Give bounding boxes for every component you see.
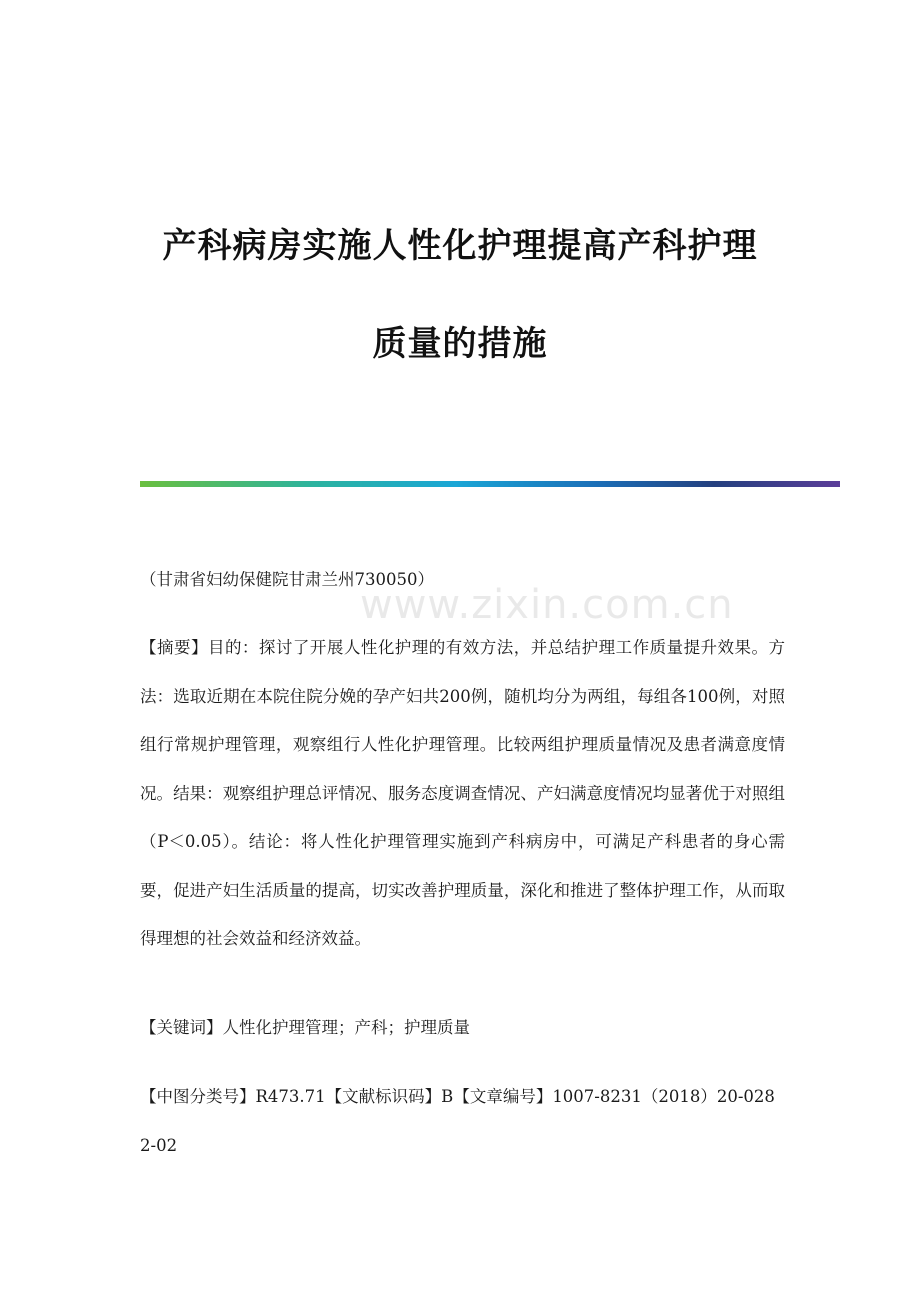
doc-code-value: B (441, 1087, 454, 1106)
abstract-paragraph (140, 624, 785, 964)
clc-value: R473.71 (255, 1087, 326, 1106)
keywords-text: 人性化护理管理；产科；护理质量 (222, 1018, 470, 1037)
classification-line (140, 1073, 785, 1170)
abstract-label: 【摘要】 (140, 638, 208, 657)
doc-code-label: 【文献标识码】 (325, 1087, 442, 1106)
abstract-text: 目的：探讨了开展人性化护理的有效方法，并总结护理工作质量提升效果。方法：选取近期在本院住院分娩的孕产妇共200例，随机均分为两组，每组各100例，对照组行常规护理管理，观察组行人性化护理管理。比较两组护理质量情况及患者满意度情况。结果：观察组护理总评情况、服务态度调查情况、产妇满意度情况均显著优于对照组（P＜0.05）。结论：将人性化护理管理实施到产科病房中，可满足产科患者的身心需要，促进产妇生活质量的提高，切实改善护理质量，深化和推进了整体护理工作，从而取得理想的社会效益和经济效益。 (140, 638, 786, 948)
keywords-label: 【关键词】 (140, 1018, 223, 1037)
article-no-label: 【文章编号】 (453, 1087, 553, 1106)
document-title-line-2: 质量的措施 (372, 324, 548, 364)
watermark: www.zixin.com.cn (360, 582, 734, 628)
document-title-line-1: 产科病房实施人性化护理提高产科护理 (162, 226, 758, 266)
author-affiliation: （甘肃省妇幼保健院甘肃兰州730050） (140, 570, 434, 589)
clc-label: 【中图分类号】 (140, 1087, 256, 1106)
keywords-line (140, 1016, 790, 1040)
article-no-value: 1007-8231（2018）20-0282-02 (140, 1087, 775, 1155)
gradient-divider (140, 481, 840, 487)
